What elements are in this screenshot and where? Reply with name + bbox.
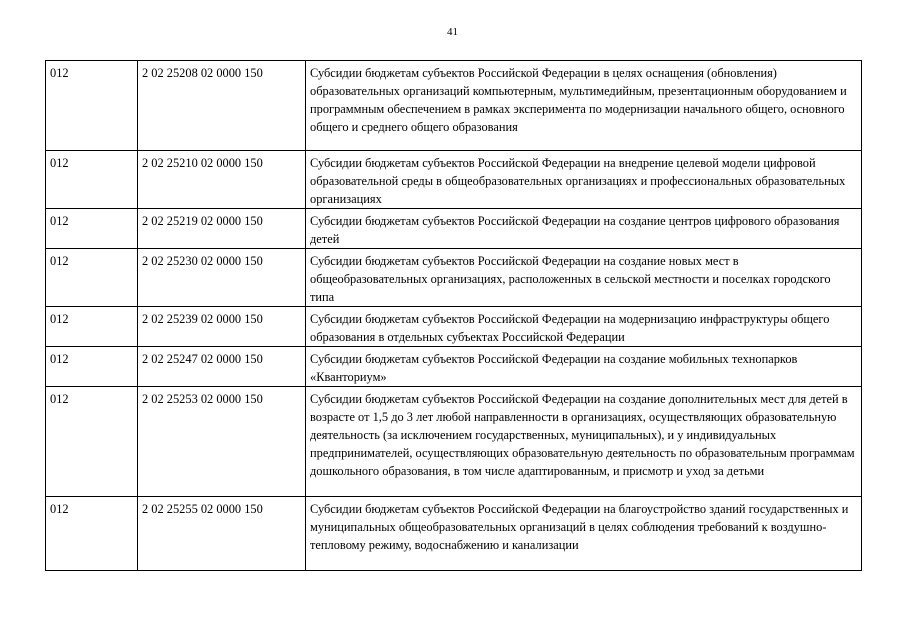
table-row (46, 387, 862, 497)
table-row (46, 209, 862, 249)
admin-code-cell: 012 (46, 151, 138, 209)
income-name-cell: Субсидии бюджетам субъектов Российской Федерации на создание мобильных технопарков «Кванториум» (306, 347, 862, 387)
admin-code-cell: 012 (46, 209, 138, 249)
income-name-cell: Субсидии бюджетам субъектов Российской Федерации на модернизацию инфраструктуры общего образования в отдельных субъектах Российской Федерации (306, 307, 862, 347)
budget-code-cell: 2 02 25219 02 0000 150 (138, 209, 306, 249)
table-row (46, 307, 862, 347)
budget-code-cell: 2 02 25230 02 0000 150 (138, 249, 306, 307)
income-name-cell: Субсидии бюджетам субъектов Российской Федерации в целях оснащения (обновления) образовательных организаций компьютерным, мультимедийным, презентационным оборудованием и программным обеспечением в рамках эксперимента по модернизации начального общего, основного общего и среднего общего образования (306, 61, 862, 151)
budget-code-cell: 2 02 25255 02 0000 150 (138, 497, 306, 571)
budget-code-cell: 2 02 25239 02 0000 150 (138, 307, 306, 347)
admin-code-cell: 012 (46, 387, 138, 497)
budget-code-cell: 2 02 25210 02 0000 150 (138, 151, 306, 209)
income-name-cell: Субсидии бюджетам субъектов Российской Федерации на благоустройство зданий государственных и муниципальных общеобразовательных организаций в целях соблюдения требований к воздушно-тепловому режиму, водоснабжению и канализации (306, 497, 862, 571)
income-name-cell: Субсидии бюджетам субъектов Российской Федерации на создание центров цифрового образования детей (306, 209, 862, 249)
budget-classification-table (45, 60, 862, 571)
admin-code-cell: 012 (46, 497, 138, 571)
budget-code-cell: 2 02 25253 02 0000 150 (138, 387, 306, 497)
income-name-cell: Субсидии бюджетам субъектов Российской Федерации на внедрение целевой модели цифровой образовательной среды в общеобразовательных организациях и профессиональных образовательных организациях (306, 151, 862, 209)
table-row (46, 497, 862, 571)
admin-code-cell: 012 (46, 249, 138, 307)
page-number: 41 (447, 26, 458, 38)
table-row (46, 347, 862, 387)
budget-code-cell: 2 02 25247 02 0000 150 (138, 347, 306, 387)
admin-code-cell: 012 (46, 347, 138, 387)
table-row (46, 249, 862, 307)
table-row (46, 61, 862, 151)
income-name-cell: Субсидии бюджетам субъектов Российской Федерации на создание новых мест в общеобразовательных организациях, расположенных в сельской местности и поселках городского типа (306, 249, 862, 307)
admin-code-cell: 012 (46, 61, 138, 151)
table-row (46, 151, 862, 209)
income-name-cell: Субсидии бюджетам субъектов Российской Федерации на создание дополнительных мест для детей в возрасте от 1,5 до 3 лет любой направленности в организациях, осуществляющих образовательную деятельность (за исключением государственных, муниципальных), и у индивидуальных предпринимателей, осуществляющих образовательную деятельность по образовательным программам дошкольного образования, в том числе адаптированным, и присмотр и уход за детьми (306, 387, 862, 497)
budget-code-cell: 2 02 25208 02 0000 150 (138, 61, 306, 151)
admin-code-cell: 012 (46, 307, 138, 347)
